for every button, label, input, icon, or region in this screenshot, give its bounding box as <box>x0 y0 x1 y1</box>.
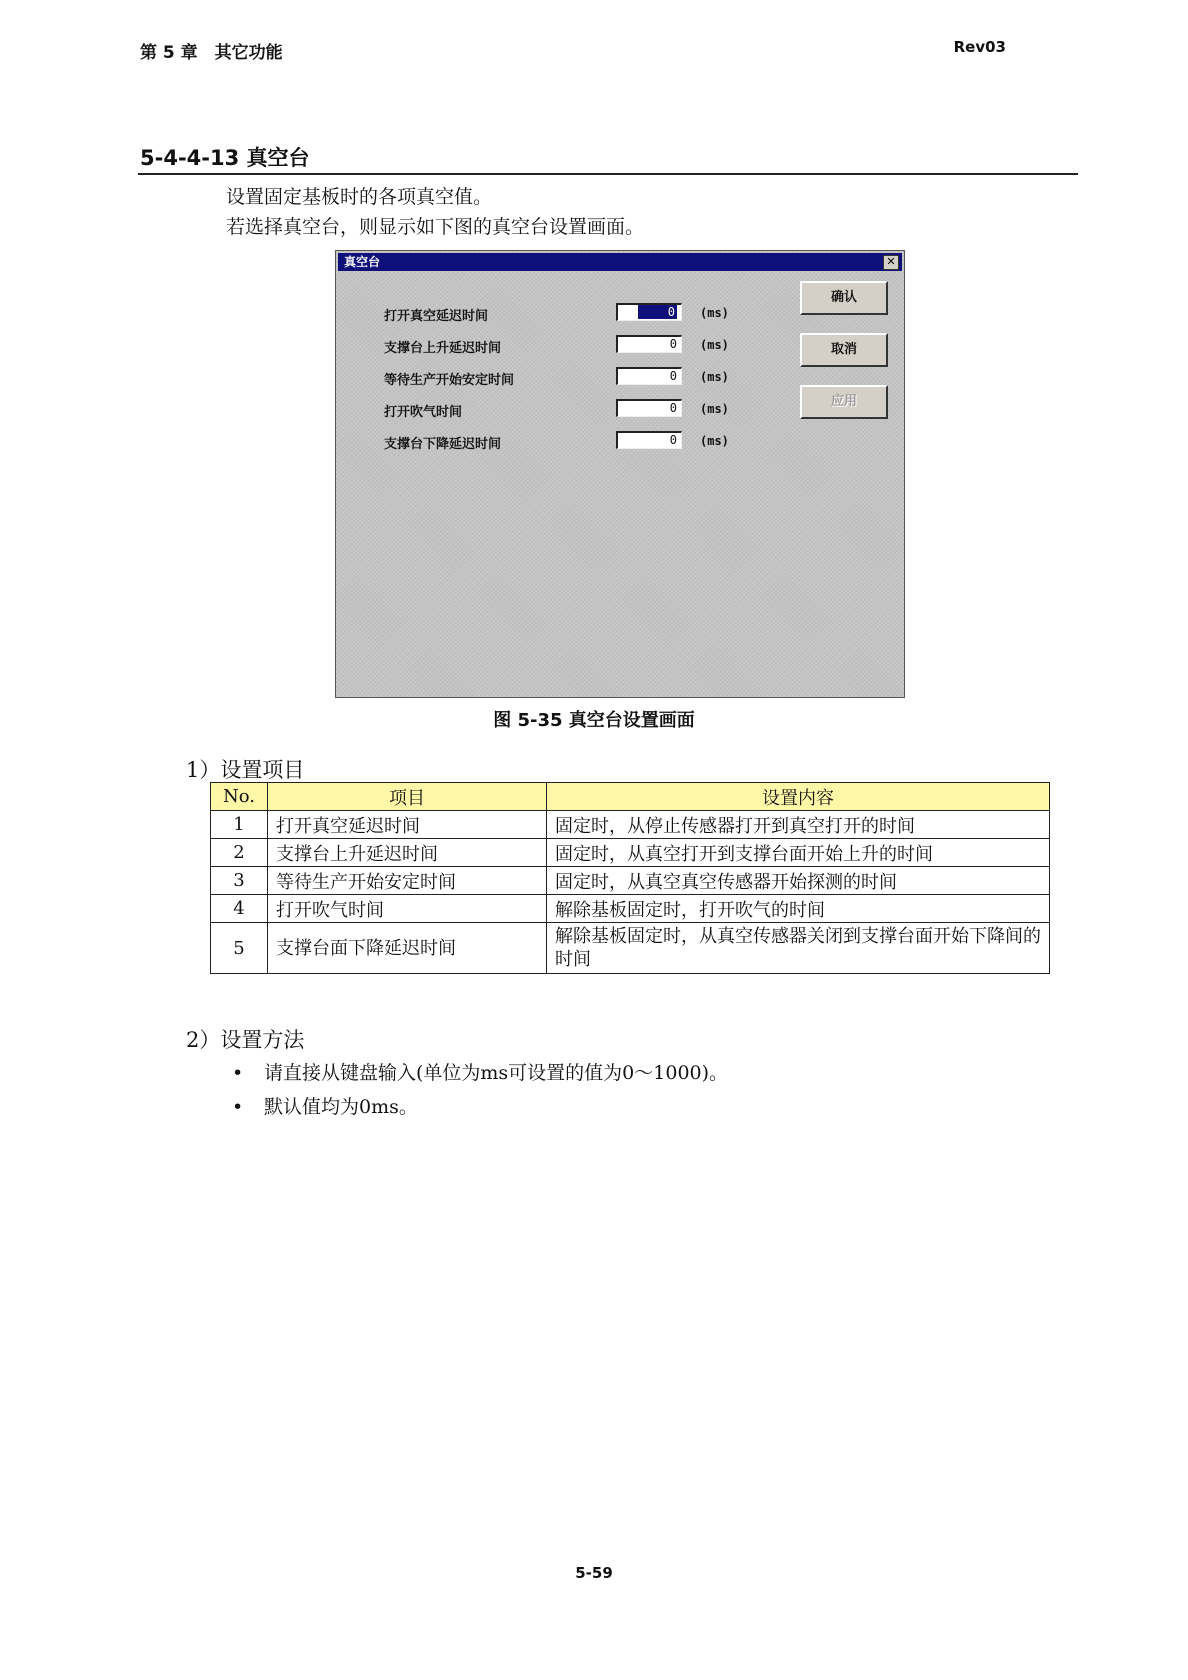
table-row <box>211 895 1050 923</box>
apply-button[interactable]: 应用 <box>800 385 888 419</box>
method-bullet: • 默认值均为0ms。 <box>232 1096 418 1118</box>
row-label-support-up-delay: 支撑台上升延迟时间 <box>384 341 502 356</box>
dialog-title: 真空台 <box>344 255 381 269</box>
row-no: 3 <box>211 867 268 895</box>
table-header-row <box>211 783 1050 811</box>
row-no: 5 <box>211 923 268 974</box>
row-label-vacuum-on-delay: 打开真空延迟时间 <box>384 309 489 324</box>
row-item: 支撑台面下降延迟时间 <box>268 923 547 974</box>
wait-stable-time-input[interactable]: 0 <box>616 367 682 385</box>
row-content: 固定时，从停止传感器打开到真空打开的时间 <box>547 811 1050 839</box>
support-up-delay-input[interactable]: 0 <box>616 335 682 353</box>
row-item: 打开吹气时间 <box>268 895 547 923</box>
row-unit: (ms) <box>700 434 729 448</box>
table-row <box>211 923 1050 974</box>
col-item: 项目 <box>268 783 547 811</box>
row-content: 固定时，从真空真空传感器开始探测的时间 <box>547 867 1050 895</box>
settings-table <box>210 782 1050 974</box>
figure-caption: 图 5-35 真空台设置画面 <box>493 710 695 731</box>
section-title: 5-4-4-13 真空台 <box>140 146 310 170</box>
vacuum-on-delay-input[interactable]: 0 <box>616 303 682 321</box>
row-no: 2 <box>211 839 268 867</box>
row-item: 等待生产开始安定时间 <box>268 867 547 895</box>
table-row <box>211 839 1050 867</box>
row-no: 1 <box>211 811 268 839</box>
settings-items-heading: 1）设置项目 <box>186 758 305 782</box>
col-no: No. <box>211 783 268 811</box>
row-label-wait-stable-time: 等待生产开始安定时间 <box>384 373 515 388</box>
vacuum-table-dialog <box>335 250 905 698</box>
row-content: 固定时，从真空打开到支撑台面开始上升的时间 <box>547 839 1050 867</box>
revision-label: Rev03 <box>953 38 1006 56</box>
chapter-header: 第 5 章 其它功能 <box>140 43 283 63</box>
close-icon[interactable]: ✕ <box>883 255 899 270</box>
table-row <box>211 867 1050 895</box>
support-down-delay-input[interactable]: 0 <box>616 431 682 449</box>
ok-button[interactable]: 确认 <box>800 281 888 315</box>
settings-method-heading: 2）设置方法 <box>186 1028 305 1052</box>
method-bullet: • 请直接从键盘输入(单位为ms可设置的值为0～1000)。 <box>232 1062 729 1084</box>
row-item: 支撑台上升延迟时间 <box>268 839 547 867</box>
row-unit: (ms) <box>700 306 729 320</box>
row-no: 4 <box>211 895 268 923</box>
col-content: 设置内容 <box>547 783 1050 811</box>
table-row <box>211 811 1050 839</box>
cancel-button[interactable]: 取消 <box>800 333 888 367</box>
row-unit: (ms) <box>700 402 729 416</box>
row-item: 打开真空延迟时间 <box>268 811 547 839</box>
blow-time-input[interactable]: 0 <box>616 399 682 417</box>
row-label-support-down-delay: 支撑台下降延迟时间 <box>384 437 502 452</box>
row-content: 解除基板固定时，打开吹气的时间 <box>547 895 1050 923</box>
intro-line-2: 若选择真空台，则显示如下图的真空台设置画面。 <box>226 216 645 238</box>
intro-line-1: 设置固定基板时的各项真空值。 <box>226 186 493 208</box>
row-unit: (ms) <box>700 370 729 384</box>
page-number: 5-59 <box>575 1564 613 1582</box>
row-unit: (ms) <box>700 338 729 352</box>
dialog-title-bar <box>338 253 902 271</box>
section-divider <box>138 173 1078 175</box>
row-label-blow-time: 打开吹气时间 <box>384 405 463 420</box>
row-content: 解除基板固定时，从真空传感器关闭到支撑台面开始下降间的时间 <box>547 923 1050 974</box>
